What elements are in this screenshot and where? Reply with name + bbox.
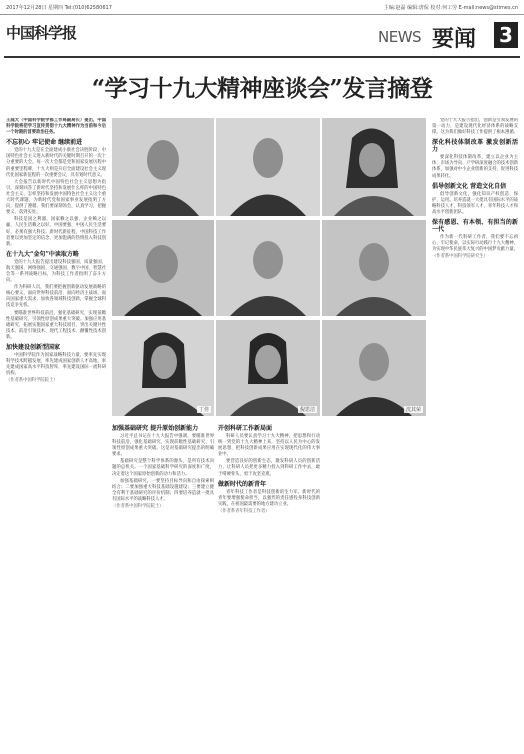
byline: （作者系中国科学院院士） [6,378,58,384]
paragraph: 加强基础研究，一要坚持目标导向和自由探索相结合；二要加强重大科技基础设施建设；三要建立健全有利于基础研究的评价机制；四要培养造就一批具有国际水平的战略科技人才。 [112,478,214,502]
portrait-image [216,118,320,216]
paragraph: 科技是国之利器，国家赖之以强，企业赖之以赢，人民生活赖之以好。中国要强，中国人民生活要好，必须有强大科技。新时代新征程，中国科技工作者要以更加坚定的信念、更加饱满的热情投入科技创新。 [6,217,106,247]
header-bar [0,0,524,15]
page-number: 3 [494,22,518,48]
section-heading: 加快建设创新型国家 [6,344,61,351]
news-label: NEWS [378,28,422,46]
section-title: 要闻 [432,27,477,52]
page-headline: “学习十九大精神座谈会”发言摘登 [91,75,433,102]
portrait-image [322,220,426,316]
speaker-photo-1 [112,118,214,216]
speaker-photo-7 [112,320,214,416]
photo-caption: 丁佳 [198,407,209,413]
paragraph: 中国科学院作为国家战略科技力量，要率先实现科学技术跨越发展，率先建成国家创新人才高地，率先建成国家高水平科技智库，率先建设国际一流科研机构。 [6,353,106,377]
speaker-photo-6 [322,220,426,316]
article-column-3 [218,422,320,746]
portrait-image [112,118,214,216]
paragraph: 作为科研人员，我们要把握创新驱动发展战略的核心要义，面向世界科技前沿、面向经济主战场、面向国家重大需求，加快各领域科技创新，掌握全球科技竞争先机。 [6,285,106,309]
portrait-image [322,320,426,416]
speaker-photo-4 [112,220,214,316]
paragraph: 要营造良好的创新生态，激发科研人员的创新活力，让科研人员把更多精力投入到科研工作中去，敢于啃硬骨头，勇于攻坚克难。 [218,459,320,477]
masthead-rule [4,56,520,58]
portrait-image [322,118,426,216]
byline: （作者系青年科技工作者） [218,508,270,514]
speaker-photo-3 [322,118,426,216]
newspaper-logo: 中国科学报 [6,24,77,42]
speaker-photo-5 [216,220,320,316]
intro-text: 王庭大（中国科学院学部工作局副局长）提出，中国科学院将把学习宣传贯彻十九大精神作为当前和今后一个时期的首要政治任务。 [6,118,106,136]
photo-caption: 沈其荣 [405,407,421,413]
article-column-2 [112,422,214,746]
article-column-4 [432,118,518,746]
photo-caption: 倪思洁 [299,407,315,413]
paragraph: 青年科技工作者是科技创新的生力军。新时代的青年要增强使命担当，以强烈的责任感投身科技创新实践，在祖国最需要的地方建功立业。 [218,489,320,507]
portrait-image [216,220,320,316]
paragraph: 要深化科技体制改革，建立以企业为主体、市场为导向、产学研深度融合的技术创新体系，加强对中小企业创新的支持，促进科技成果转化。 [432,155,518,179]
speaker-photo-9 [322,320,426,416]
portrait-image [216,320,320,416]
paragraph: 倡导创新文化，强化知识产权创造、保护、运用。培养造就一大批具有国际水平的战略科技人才、科技领军人才、青年科技人才和高水平创新团队。 [432,191,518,215]
section-heading: 加强基础研究 提升原始创新能力 [112,425,199,432]
article-column-1 [6,118,106,746]
section-heading: 在十九大“金句”中读取方略 [6,250,79,258]
date-line: 2017年12月28日 星期四 Tel:(010)62580617 [6,5,112,11]
byline: （作者系中国科学院院士） [112,504,164,510]
paragraph: 党的十九大报告指出，创新是引领发展的第一动力，是建设现代化经济体系的战略支撑。这为我们做好科技工作提供了根本遵循。 [432,118,518,136]
speaker-photo-2 [216,118,320,216]
paragraph: 党的十九大报告提出建设科技强国、质量强国、航天强国、网络强国、交通强国、数字中国、智慧社会等一系列战略目标，为科技工作者指明了奋斗方向。 [6,259,106,284]
paragraph: 基础研究是整个科学体系的源头，是所有技术问题的总机关。一个国家基础科学研究的深度和广度，决定着这个国家原始创新的动力和活力。 [112,459,214,477]
portrait-image [112,220,214,316]
byline: （作者系中国科学院研究生） [432,254,488,260]
paragraph: 党的十九大是在全面建成小康社会决胜阶段、中国特色社会主义进入新时代的关键时期召开的一次十分重要的大会。每一次大会都是党和国家发展历程中的重要里程碑，十九大则是开启全面建设社会主义现代化国家新征程的一次重要会议，具有划时代意义。 [6,148,106,178]
editor-line: 主编:赵磊 编辑:唐侃 校对:何工劳 E-mail:news@stimes.cn [383,5,518,11]
portrait-image [112,320,214,416]
paragraph: 作为新一代科研工作者，我们要不忘初心、牢记使命，以实际行动践行十九大精神，为实现中华民族伟大复兴的中国梦贡献力量。 [432,235,518,253]
section-heading: 保有感恩、有本领、有担当的新一代 [432,219,518,234]
paragraph: 要瞄准世界科技前沿，强化基础研究，实现前瞻性基础研究、引领性原创成果重大突破。加强应用基础研究，拓展实施国家重大科技项目，突出关键共性技术、前沿引领技术、现代工程技术、颠覆性技术创新。 [6,310,106,340]
paragraph: 习近平总书记在十九大报告中强调，要瞄准世界科技前沿，强化基础研究，实现前瞻性基础研究、引领性原创成果重大突破。这是对基础研究提出的明确要求。 [112,434,214,458]
section-heading: 开创科研工作新局面 [218,425,273,432]
speaker-photo-8 [216,320,320,416]
paragraph: 科研人员要认真学习十九大精神，把思想和行动统一到党的十九大精神上来，坚持以人民为中心的发展思想，把科技创新成果应用在实现现代化的伟大事业中。 [218,434,320,458]
section-heading: 倡导创新文化 营造文化自信 [432,182,507,190]
section-heading: 做新时代的新青年 [218,480,267,488]
paragraph: 大会报告以新时代中国特色社会主义思想为指引，深刻回答了新时代坚持和发展什么样的中国特色社会主义、怎样坚持和发展中国特色社会主义这个重大时代课题，为新时代党和国家事业发展指明了方向，提供了遵循。我们要深刻领会，认真学习，把握要义，落到实处。 [6,179,106,216]
section-heading: 深化科技体制改革 激发创新活力 [432,139,518,154]
section-heading: 不忘初心 牢记使命 继续前进 [6,139,83,147]
